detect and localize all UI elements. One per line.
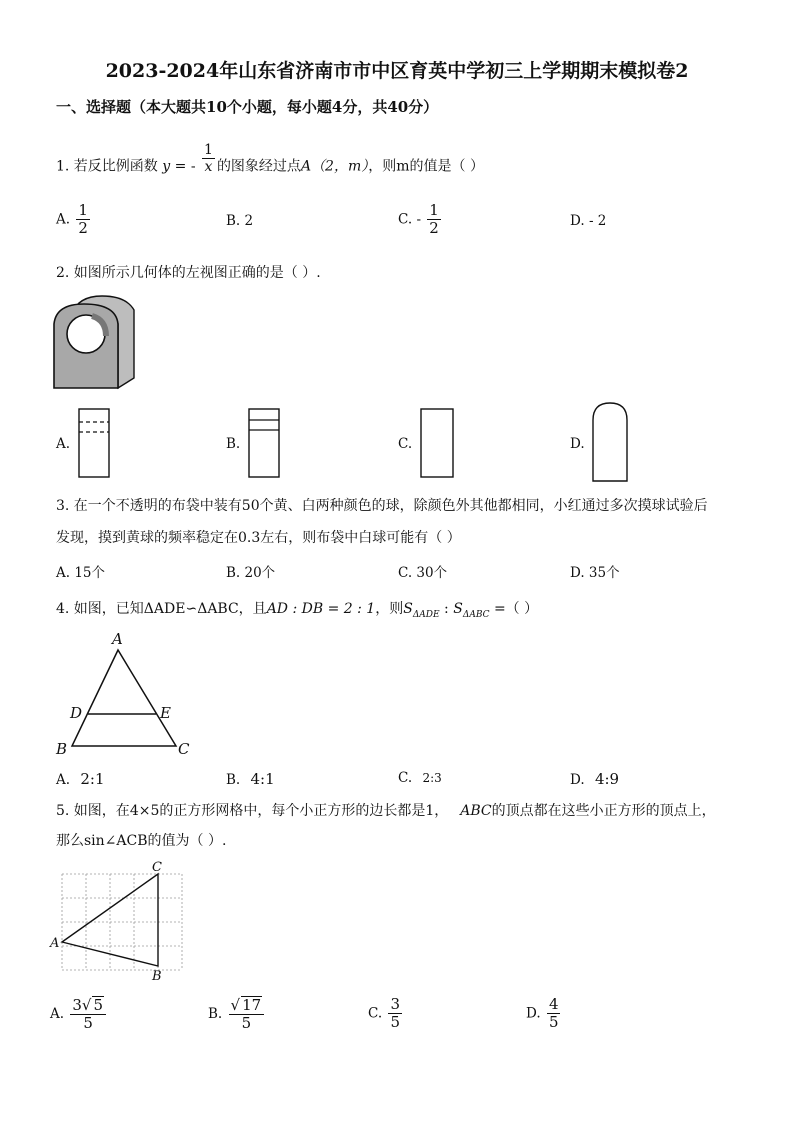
option-label: C. [368, 1005, 383, 1022]
view-rect [79, 409, 109, 477]
option-value: 2:1 [80, 770, 105, 788]
option-value: 2:3 [422, 771, 442, 785]
q5-abc: ABC [460, 803, 492, 819]
q4-stem-b: ，则 [375, 601, 404, 617]
q1-option-a[interactable] [56, 202, 92, 238]
question-4-stem [56, 598, 538, 620]
label-c: C [152, 860, 162, 875]
frac-den: 2 [429, 219, 439, 238]
question-5-line1 [56, 800, 716, 820]
frac-num: 3 [390, 995, 400, 1013]
label-e: E [160, 704, 171, 722]
q5-option-a[interactable] [50, 996, 108, 1033]
frac-den: 5 [390, 1013, 400, 1032]
option-label: A. [50, 1005, 65, 1022]
frac-den: 2 [78, 219, 88, 238]
q1-point: A（2，m） [300, 158, 369, 175]
q4-area2: S [453, 601, 463, 617]
option-label: B. [208, 1005, 223, 1022]
q1-a-fraction [76, 202, 90, 238]
q5-option-b[interactable] [208, 996, 266, 1033]
page-title: 2023-2024年山东省济南市市中区育英中学初三上学期期末模拟卷2 [105, 60, 689, 82]
q4-area1: S [403, 601, 413, 617]
q3-option-d[interactable]: D. 35个 [570, 565, 620, 581]
frac-num: √ 17 [229, 996, 265, 1015]
option-value: 4:1 [250, 770, 275, 788]
frac-num: 4 [548, 995, 559, 1013]
view-arch [593, 403, 627, 481]
section-heading: 一、选择题（本大题共10个小题，每小题4分，共40分） [56, 98, 439, 116]
square-grid [62, 874, 182, 970]
coef: 3 [72, 996, 82, 1014]
frac-den: 5 [241, 1014, 252, 1033]
q1-option-d[interactable] [570, 213, 606, 229]
q4-area1-sub: ΔADE [412, 609, 440, 620]
label-c: C [178, 740, 190, 758]
q1-frac-num: 1 [204, 142, 213, 158]
q4-triangle-figure [52, 628, 202, 762]
q2-option-d-label[interactable]: D. [570, 436, 585, 452]
q1-c-fraction [427, 202, 441, 238]
question-2-stem: 2. 如图所示几何体的左视图正确的是（ ）. [56, 265, 321, 281]
q3-option-a[interactable]: A. 15个 [56, 565, 106, 581]
option-label: D. [526, 1005, 541, 1022]
q2-option-a-label[interactable]: A. [56, 436, 71, 452]
q2-option-d-figure[interactable] [592, 402, 628, 482]
question-3-line1: 3. 在一个不透明的布袋中装有50个黄、白两种颜色的球，除颜色外其他都相同，小红通过多次摸球试验后 [56, 498, 708, 514]
q4-area2-sub: ΔABC [462, 609, 490, 620]
q1-prefix: 1. 若反比例函数 [56, 158, 158, 175]
option-value: 2 [244, 213, 254, 229]
q1-frac-den: x [204, 159, 213, 176]
frac-den: 5 [548, 1013, 559, 1032]
q4-ratio: AD : DB = 2 : 1 [266, 601, 376, 617]
question-3-line2: 发现，摸到黄球的频率稳定在0.3左右，则布袋中白球可能有（ ） [56, 530, 461, 546]
q4-stem-a: 4. 如图，已知ΔADE∽ΔABC，且 [56, 601, 267, 617]
q5-option-d[interactable] [526, 996, 562, 1032]
q1-option-b[interactable] [226, 213, 253, 229]
q5-c-fraction [388, 996, 402, 1032]
option-label: C. [398, 211, 413, 228]
q5-b-fraction [229, 996, 265, 1033]
option-label: B. [226, 213, 241, 229]
option-label: C. [398, 770, 413, 786]
q4-colon: : [439, 601, 454, 617]
q2-solid-figure [52, 292, 142, 392]
option-label: D. [570, 213, 585, 229]
option-label: A. [56, 211, 71, 228]
q1-option-c[interactable] [398, 202, 443, 238]
question-1-stem [56, 142, 484, 183]
triangle-abc [72, 650, 176, 746]
q2-option-c-figure[interactable] [420, 408, 454, 480]
label-b: B [152, 969, 162, 984]
view-rect [421, 409, 453, 477]
radicand: 17 [242, 996, 262, 1014]
label-b: B [56, 740, 68, 758]
label-a: A [50, 936, 60, 951]
q4-option-c[interactable] [398, 770, 442, 786]
q5-d-fraction [547, 996, 561, 1032]
q3-option-b[interactable]: B. 20个 [226, 565, 276, 581]
option-sign: - [416, 211, 421, 228]
q5-grid-figure [48, 858, 198, 984]
q2-option-c-label[interactable]: C. [398, 436, 413, 452]
option-value: - 2 [588, 213, 607, 229]
q1-text: 的图象经过点 [216, 158, 301, 175]
q2-option-b-figure[interactable] [248, 408, 280, 480]
q1-suffix: ，则m的值是（ ） [368, 158, 484, 175]
question-5-line2: 那么sin∠ACB的值为（ ）. [56, 833, 227, 849]
q5-line1b: 的正方形网格中，每个小正方形的边长都是1， [159, 803, 449, 819]
option-value: 4:9 [594, 770, 620, 788]
q5-line1c: 的顶点都在这些小正方形的顶点上， [491, 803, 716, 819]
q4-stem-c: =（ ） [489, 601, 539, 617]
q1-fraction [202, 142, 215, 175]
option-label: D. [570, 772, 585, 788]
option-label: B. [226, 772, 241, 788]
frac-num: 3√ 5 [70, 996, 106, 1015]
q5-grid-size: 4×5 [129, 803, 160, 819]
radicand: 5 [93, 996, 103, 1014]
frac-den: 5 [83, 1014, 93, 1033]
label-d: D [70, 704, 83, 722]
option-label: A. [56, 772, 71, 788]
q5-option-c[interactable] [368, 996, 404, 1032]
q4-option-d[interactable] [570, 770, 619, 788]
q4-option-a[interactable] [56, 770, 104, 788]
q2-option-b-label[interactable]: B. [226, 436, 241, 452]
q1-eq: = - [174, 158, 196, 175]
frac-num: 1 [429, 201, 439, 219]
q5-line1a: 5. 如图，在 [56, 803, 130, 819]
view-rect [249, 409, 279, 477]
q5-a-fraction [70, 996, 106, 1033]
q4-option-b[interactable] [226, 770, 275, 788]
q3-option-c[interactable]: C. 30个 [398, 565, 448, 581]
label-a: A [112, 630, 123, 648]
q1-y: y [162, 158, 171, 175]
q2-option-a-figure[interactable] [78, 408, 110, 480]
frac-num: 1 [78, 201, 88, 219]
